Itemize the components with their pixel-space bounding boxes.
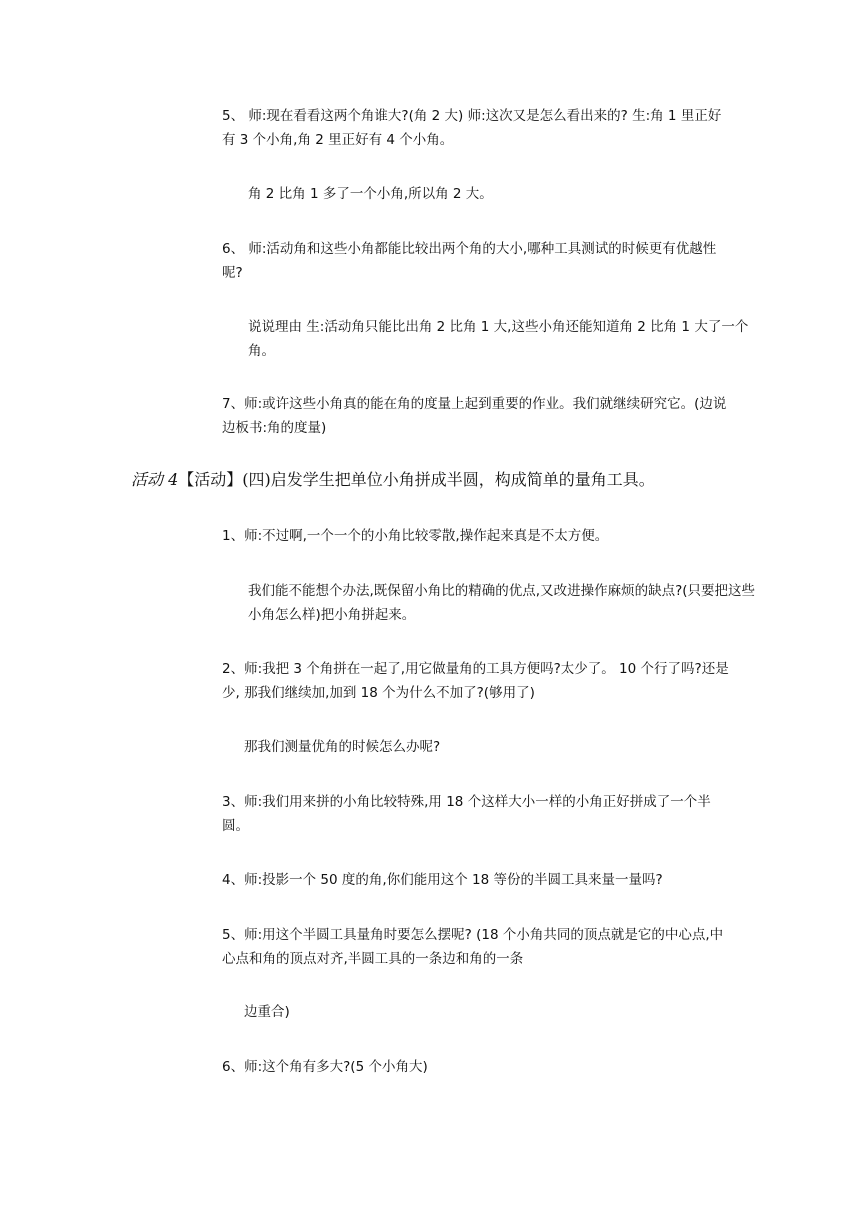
activity-label: 活动 4 — [131, 470, 179, 489]
paragraph-7: 7、师:或许这些小角真的能在角的度量上起到重要的作业。我们就继续研究它。(边说边板书:角的度量) — [222, 396, 727, 436]
paragraph-6-answer: 说说理由 生:活动角只能比出角 2 比角 1 大,这些小角还能知道角 2 比角 1 大了一个角。 — [248, 319, 749, 359]
activity-title: 【活动】(四)启发学生把单位小角拼成半圆，构成简单的量角工具。 — [178, 470, 655, 489]
item-5-question: 5、师:用这个半圆工具量角时要怎么摆呢? (18 个小角共同的顶点就是它的中心点,中心点和角的顶点对齐,半圆工具的一条边和角的一条 — [222, 927, 724, 967]
item-2-question: 2、师:我把 3 个角拼在一起了,用它做量角的工具方便吗?太少了。 10 个行了吗?还是少, 那我们继续加,加到 18 个为什么不加了?(够用了) — [222, 661, 729, 701]
item-5-continuation: 边重合) — [244, 1004, 290, 1020]
paragraph-5-answer: 角 2 比角 1 多了一个小角,所以角 2 大。 — [248, 186, 493, 202]
paragraph-5-question: 5、 师:现在看看这两个角谁大?(角 2 大) 师:这次又是怎么看出来的? 生:角 1 里正好有 3 个小角,角 2 里正好有 4 个小角。 — [222, 108, 722, 148]
item-1-question: 1、师:不过啊,一个一个的小角比较零散,操作起来真是不太方便。 — [222, 528, 609, 544]
item-4: 4、师:投影一个 50 度的角,你们能用这个 18 等份的半圆工具来量一量吗? — [222, 872, 663, 888]
item-6: 6、师:这个角有多大?(5 个小角大) — [222, 1059, 428, 1075]
item-2-followup: 那我们测量优角的时候怎么办呢? — [244, 739, 441, 755]
activity-4-heading — [131, 466, 751, 494]
paragraph-6-question: 6、 师:活动角和这些小角都能比较出两个角的大小,哪种工具测试的时候更有优越性呢? — [222, 241, 717, 281]
item-1-discussion: 我们能不能想个办法,既保留小角比的精确的优点,又改进操作麻烦的缺点?(只要把这些小角怎么样)把小角拼起来。 — [248, 583, 756, 623]
item-3: 3、师:我们用来拼的小角比较特殊,用 18 个这样大小一样的小角正好拼成了一个半圆。 — [222, 794, 711, 834]
